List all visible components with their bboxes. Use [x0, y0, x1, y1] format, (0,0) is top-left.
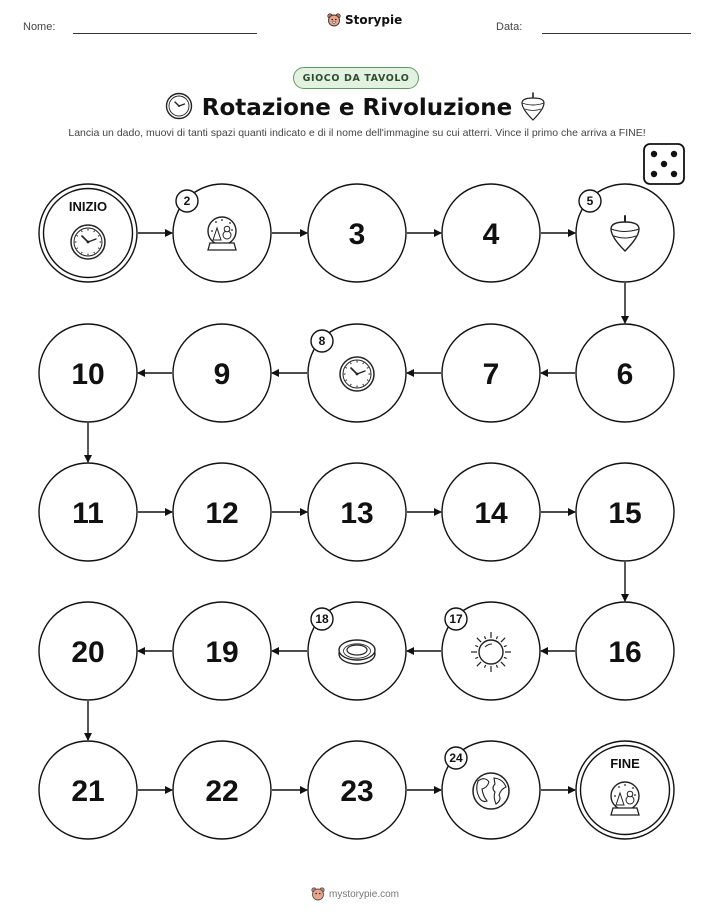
sun-icon — [471, 632, 511, 672]
board-space-20 — [39, 602, 137, 700]
snow-globe-icon — [611, 782, 639, 815]
clock-icon — [71, 225, 105, 259]
footer — [311, 887, 399, 901]
game-type-tag: GIOCO DA TAVOLO — [293, 67, 419, 89]
start-space — [39, 184, 137, 282]
space-number-badge — [311, 330, 333, 352]
space-number: 9 — [213, 358, 231, 391]
board-space-2 — [173, 184, 271, 282]
space-number: 20 — [71, 636, 105, 669]
instructions-text: Lancia un dado, muovi di tanti spazi quanti indicato e di il nome dell'immagine su cui atterri. Vince il primo che arriva a FINE! — [68, 127, 646, 139]
badge-number: 5 — [586, 194, 594, 208]
space-number: 12 — [205, 497, 239, 530]
board-space-12 — [173, 463, 271, 561]
earth-globe-icon — [473, 773, 509, 809]
space-number: 6 — [616, 358, 634, 391]
badge-number: 24 — [449, 751, 463, 765]
board-space-10 — [39, 324, 137, 422]
board-space-24 — [442, 741, 540, 839]
board-space-4 — [442, 184, 540, 282]
bear-mascot-icon — [311, 887, 325, 901]
space-number: 19 — [205, 636, 239, 669]
footer-site-link[interactable]: mystorypie.com — [329, 888, 400, 900]
name-label: Nome: — [23, 21, 56, 33]
space-number: 11 — [72, 497, 104, 530]
space-number-badge — [445, 747, 467, 769]
space-number: 7 — [482, 358, 500, 391]
space-number: 21 — [71, 775, 105, 808]
board-space-8 — [308, 324, 406, 422]
finish-space — [576, 741, 674, 839]
board-space-22 — [173, 741, 271, 839]
board-space-7 — [442, 324, 540, 422]
board-space-18 — [308, 602, 406, 700]
snow-globe-icon — [208, 217, 236, 250]
space-number: 14 — [474, 497, 508, 530]
board-space-6 — [576, 324, 674, 422]
space-number-badge — [176, 190, 198, 212]
badge-number: 18 — [315, 612, 329, 626]
date-label: Data: — [496, 21, 523, 33]
space-number: 22 — [205, 775, 239, 808]
board-space-19 — [173, 602, 271, 700]
ring-icon — [339, 640, 375, 664]
brand-name: Storypie — [345, 13, 403, 27]
board-space-14 — [442, 463, 540, 561]
board-space-23 — [308, 741, 406, 839]
space-number: 15 — [608, 497, 642, 530]
board-space-11 — [39, 463, 137, 561]
start-label: INIZIO — [68, 199, 108, 214]
space-number: 10 — [71, 358, 105, 391]
board-space-16 — [576, 602, 674, 700]
badge-number: 2 — [183, 194, 191, 208]
space-number-badge — [311, 608, 333, 630]
space-number-badge — [445, 608, 467, 630]
board-space-21 — [39, 741, 137, 839]
space-number-badge — [579, 190, 601, 212]
space-number: 23 — [340, 775, 374, 808]
space-number: 16 — [608, 636, 642, 669]
board-space-15 — [576, 463, 674, 561]
board-space-3 — [308, 184, 406, 282]
page-title: Rotazione e Rivoluzione — [201, 95, 513, 121]
space-number: 3 — [348, 218, 366, 251]
board-space-13 — [308, 463, 406, 561]
board-space-17 — [442, 602, 540, 700]
badge-number: 17 — [449, 612, 463, 626]
finish-label: FINE — [610, 756, 640, 771]
board-space-9 — [173, 324, 271, 422]
board-space-5 — [576, 184, 674, 282]
space-number: 13 — [340, 497, 374, 530]
space-number: 4 — [482, 218, 500, 251]
clock-icon — [340, 357, 374, 391]
badge-number: 8 — [318, 334, 326, 348]
